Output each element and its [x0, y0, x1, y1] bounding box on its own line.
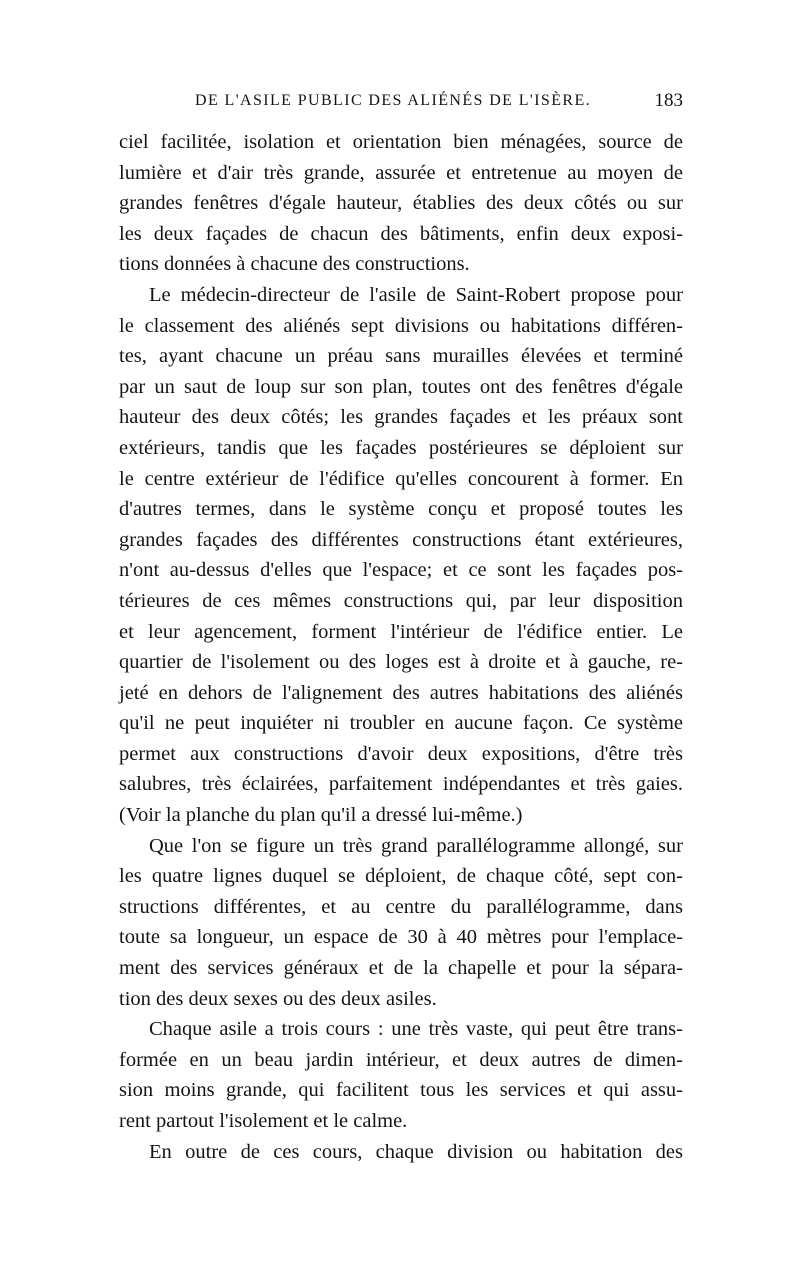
text-line: permet aux constructions d'avoir deux expositions, d'être très — [119, 742, 683, 765]
text-line: lumière et d'air très grande, assurée et entretenue au moyen de — [119, 161, 683, 184]
page-number: 183 — [654, 90, 683, 111]
text-line: rent partout l'isolement et le calme. — [119, 1110, 408, 1132]
text-line: formée en un beau jardin intérieur, et deux autres de dimen- — [119, 1048, 683, 1071]
text-line: sion moins grande, qui facilitent tous les services et qui assu- — [119, 1079, 683, 1102]
text-line: tion des deux sexes ou des deux asiles. — [119, 987, 437, 1010]
text-line: Le médecin-directeur de l'asile de Saint-Robert propose pour — [149, 283, 683, 306]
text-line: ment des services généraux et de la chapelle et pour la sépara- — [119, 957, 683, 980]
running-title: DE L'ASILE PUBLIC DES ALIÉNÉS DE L'ISÈRE. — [195, 92, 592, 109]
text-line: ciel facilitée, isolation et orientation bien ménagées, source de — [119, 131, 683, 153]
text-line: Chaque asile a trois cours : une très vaste, qui peut être trans- — [149, 1018, 683, 1041]
text-line: térieures de ces mêmes constructions qui, par leur disposition — [119, 589, 683, 612]
text-line: structions différentes, et au centre du parallélogramme, dans — [119, 895, 683, 918]
text-line: grandes fenêtres d'égale hauteur, établies des deux côtés ou sur — [119, 192, 683, 215]
text-line: le centre extérieur de l'édifice qu'elles concourent à former. En — [119, 467, 683, 490]
text-line: d'autres termes, dans le système conçu et proposé toutes les — [119, 498, 683, 521]
text-line: grandes façades des différentes constructions étant extérieures, — [119, 528, 683, 551]
text-line: les deux façades de chacun des bâtiments, enfin deux exposi- — [119, 222, 683, 245]
text-line: toute sa longueur, un espace de 30 à 40 mètres pour l'emplace- — [119, 926, 683, 949]
text-line: (Voir la planche du plan qu'il a dressé lui-même.) — [119, 804, 523, 827]
body-text — [119, 127, 683, 1167]
text-line: tions données à chacune des constructions. — [119, 253, 470, 276]
text-line: salubres, très éclairées, parfaitement indépendantes et très gaies. — [119, 773, 683, 796]
running-header — [195, 92, 683, 114]
text-line: hauteur des deux côtés; les grandes façades et les préaux sont — [119, 406, 683, 429]
text-line: et leur agencement, forment l'intérieur de l'édifice entier. Le — [119, 620, 683, 643]
text-line: n'ont au-dessus d'elles que l'espace; et ce sont les façades pos- — [119, 559, 683, 582]
text-line: extérieurs, tandis que les façades postérieures se déploient sur — [119, 436, 683, 459]
text-line: quartier de l'isolement ou des loges est à droite et à gauche, re- — [119, 651, 683, 674]
text-line: le classement des aliénés sept divisions ou habitations différen- — [119, 314, 683, 337]
text-line: tes, ayant chacune un préau sans murailles élevées et terminé — [119, 345, 683, 368]
text-line: jeté en dehors de l'alignement des autres habitations des aliénés — [119, 681, 683, 704]
text-line: les quatre lignes duquel se déploient, de chaque côté, sept con- — [119, 865, 683, 888]
text-line: par un saut de loup sur son plan, toutes ont des fenêtres d'égale — [119, 375, 683, 398]
text-line: En outre de ces cours, chaque division ou habitation des — [149, 1140, 683, 1163]
text-line: qu'il ne peut inquiéter ni troubler en aucune façon. Ce système — [119, 712, 683, 735]
text-line: Que l'on se figure un très grand parallélogramme allongé, sur — [149, 834, 683, 857]
